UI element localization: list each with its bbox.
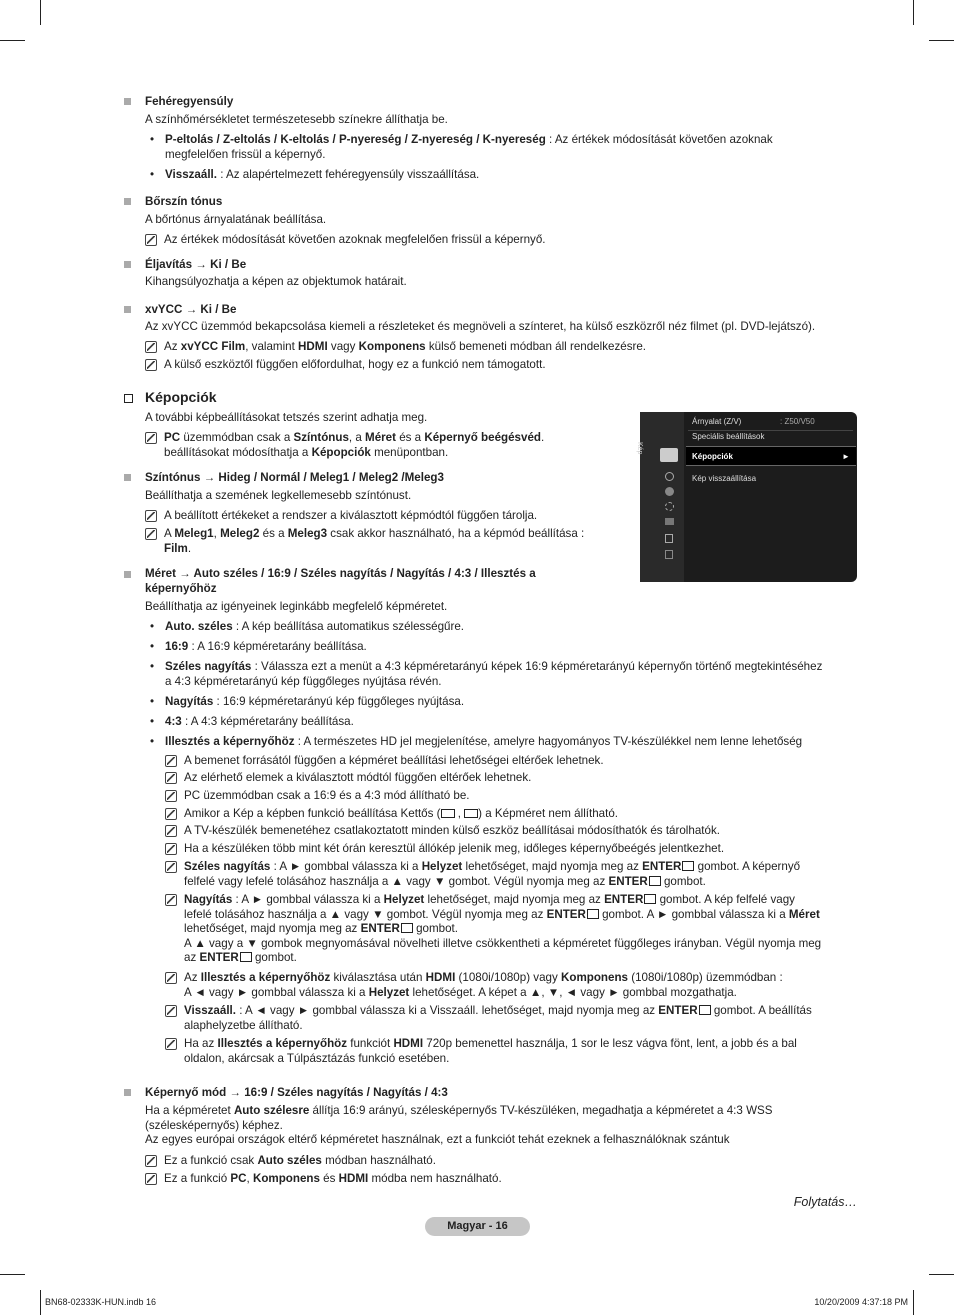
channel-icon [665,487,674,496]
note-icon [145,234,157,246]
bullet-square [124,571,131,578]
setup-icon [665,502,674,511]
support-icon [665,550,673,559]
note-icon [165,1005,177,1017]
list-item: P-eltolás / Z-eltolás / K-eltolás / P-nyereség / Z-nyereség / K-nyereség : Az értékek módosítását követően azoknak megfelelően frissül a képernyő. [165,133,773,161]
menu-item-specialis[interactable]: Speciális beállítások [692,432,765,441]
heading-kepernyo-mod: Képernyő mód → 16:9 / Széles nagyítás / Nagyítás / 4:3 [145,1086,448,1099]
page-number: Magyar - 16 [425,1217,530,1236]
list-item: 4:3 : A 4:3 képméretarány beállítása. [165,715,354,728]
enter-icon [587,909,599,919]
tv-menu-screenshot: Kép Árnyalat (Z/V) : Z50/V50 Speciális beállítások Képopciók ► Kép visszaállítása [640,412,857,582]
section-title-kepopciok: Képopciók [145,389,217,405]
note-icon [165,972,177,984]
list-item: 16:9 : A 16:9 képméretarány beállítása. [165,640,367,653]
bullet-square [124,198,131,205]
list-item: Illesztés a képernyőhöz : A természetes HD jel megjelenítése, amelyre hagyományos TV-készülékkel nem lenne lehetőség [165,735,803,748]
note-icon [165,861,177,873]
footer-file: BN68-02333K-HUN.indb 16 [45,1297,157,1307]
arrow-right-icon: ► [842,452,850,461]
note-icon [145,1155,157,1167]
list-item: Széles nagyítás : Válassza ezt a menüt a 4:3 képméretarányú képek 16:9 képméretarányú képernyőn történő megtekintéséhez a 4:3 képméretarányú kép függőleges nyújtása révén. [165,660,823,688]
enter-icon [644,894,656,904]
bullet-square [124,306,131,313]
enter-icon [682,861,694,871]
note-icon [145,1173,157,1185]
enter-icon [401,923,413,933]
dual-pip-icon [441,809,455,818]
note-icon [165,808,177,820]
note-icon [145,528,157,540]
list-item: Nagyítás : 16:9 képméretarányú kép függőleges nyújtása. [165,695,465,708]
desc: A színhőmérsékletet természetesebb színekre állíthatja be. [145,113,448,126]
bullet-square [124,261,131,268]
section-box-icon [124,394,133,403]
note-icon [165,755,177,767]
note-icon [165,790,177,802]
menu-item-arnyalat: Árnyalat (Z/V) [692,417,742,426]
note-icon [145,432,157,444]
note-icon [145,359,157,371]
note-icon [165,772,177,784]
dual-pip-icon [464,809,478,818]
note-icon [145,510,157,522]
heading-borszin: Bőrszín tónus [145,195,223,208]
enter-icon [240,952,252,962]
application-icon [665,534,673,543]
menu-sidebar [640,412,684,582]
picture-icon [660,448,678,462]
menu-item-kepopciok[interactable]: Képopciók [692,452,733,461]
note-icon [165,843,177,855]
note-icon [145,341,157,353]
menu-side-label: Kép [636,442,643,455]
heading-szintonus: Színtónus → Hideg / Normál / Meleg1 / Meleg2 /Meleg3 [145,471,444,484]
footer-date: 10/20/2009 4:37:18 PM [814,1297,908,1307]
heading-meret: Méret → Auto széles / 16:9 / Széles nagyítás / Nagyítás / 4:3 / Illesztés a képernyőhöz [145,567,536,595]
heading-eljavitas: Éljavítás → Ki / Be [145,258,247,271]
enter-icon [699,1005,711,1015]
input-icon [665,518,674,525]
heading-xvycc: xvYCC → Ki / Be [145,303,237,316]
list-item: Auto. széles : A kép beállítása automatikus szélességűre. [165,620,465,633]
bullet-square [124,474,131,481]
bullet-square [124,1089,131,1096]
note-icon [165,1038,177,1050]
menu-item-visszaallitas[interactable]: Kép visszaállítása [692,474,757,483]
bullet-square [124,98,131,105]
note-icon [165,894,177,906]
note-icon [165,825,177,837]
continued-label: Folytatás… [793,1195,857,1209]
heading-feheregyensuly: Fehéregyensúly [145,95,234,108]
sound-icon [665,472,674,481]
enter-icon [649,876,661,886]
list-item: Visszaáll. : Az alapértelmezett fehéregyensúly visszaállítása. [165,168,480,181]
